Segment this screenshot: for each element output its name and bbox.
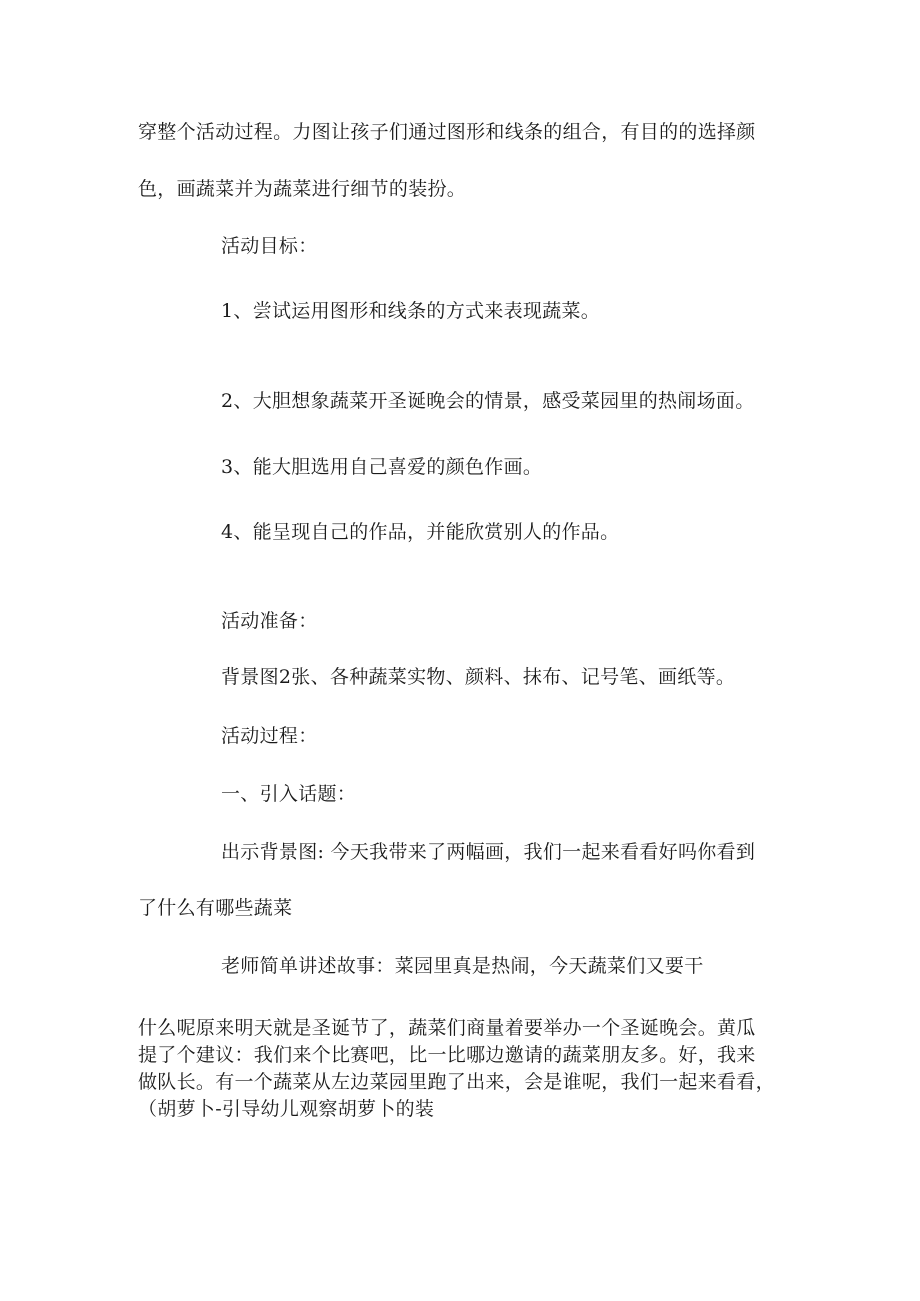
paragraph-line: （胡萝卜-引导幼儿观察胡萝卜的装 (138, 1098, 435, 1120)
goal-item-3: 3、能大胆选用自己喜爱的颜色作画。 (221, 456, 543, 478)
goal-item-2: 2、大胆想象蔬菜开圣诞晚会的情景，感受菜园里的热闹场面。 (221, 390, 755, 412)
paragraph-line: 做队长。有一个蔬菜从左边菜园里跑了出来，会是谁呢，我们一起来看看， (138, 1071, 775, 1093)
heading-activity-process: 活动过程： (221, 725, 318, 747)
preparation-materials: 背景图2张、各种蔬菜实物、颜料、抹布、记号笔、画纸等。 (221, 666, 736, 688)
process-text-line-3: 老师简单讲述故事：菜园里真是热闹，今天蔬菜们又要干 (221, 955, 704, 977)
process-text-line-2: 了什么有哪些蔬菜 (138, 897, 293, 919)
heading-activity-preparation: 活动准备： (221, 610, 318, 632)
paragraph-line: 提了个建议：我们来个比赛吧，比一比哪边邀请的蔬菜朋友多。好，我来 (138, 1044, 756, 1066)
text-line-intro-1: 穿整个活动过程。力图让孩子们通过图形和线条的组合，有目的的选择颜 (138, 121, 756, 143)
process-step-1-heading: 一、引入话题： (221, 783, 357, 805)
text-line-intro-2: 色，画蔬菜并为蔬菜进行细节的装扮。 (138, 178, 467, 200)
goal-item-1: 1、尝试运用图形和线条的方式来表现蔬菜。 (221, 300, 601, 322)
process-text-line-1: 出示背景图: 今天我带来了两幅画，我们一起来看看好吗你看到 (221, 841, 756, 863)
paragraph-line: 什么呢原来明天就是圣诞节了，蔬菜们商量着要举办一个圣诞晚会。黄瓜 (138, 1017, 756, 1039)
goal-item-4: 4、能呈现自己的作品，并能欣赏别人的作品。 (221, 521, 620, 543)
story-paragraph (138, 1015, 788, 1123)
heading-activity-goals: 活动目标： (221, 235, 318, 257)
